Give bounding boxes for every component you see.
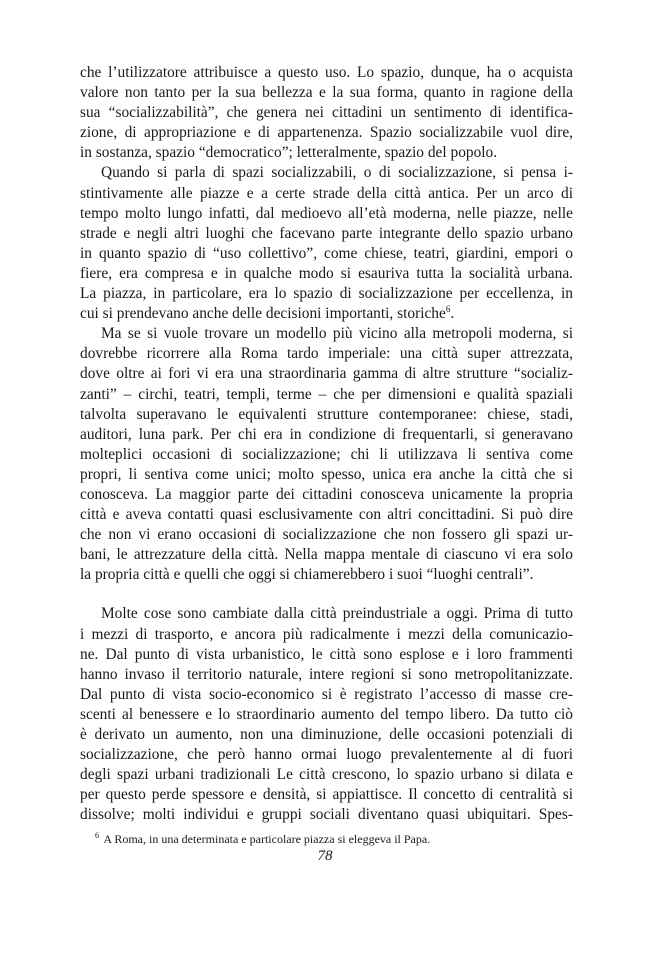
text-line [80,284,573,304]
text-line [80,344,573,364]
paragraph [80,63,573,163]
text-line-content: dove oltre ai fori vi era una straordinaria gamma di altre strutture “socializ- [80,365,573,383]
text-line-content: hanno invaso il territorio naturale, intere regioni si sono metropolitanizzate. [80,665,573,683]
footnote-mark: 6 [95,831,99,840]
text-line [80,545,573,565]
text-line [80,425,573,445]
footnote-reference[interactable]: 6 [445,304,451,315]
text-line-content: degli spazi urbani tradizionali Le città crescono, lo spazio urbano si dilata e [80,766,573,784]
footnote-text: A Roma, in una determinata e particolare piazza si eleggeva il Papa. [103,832,431,846]
text-line [80,63,573,83]
text-line-content: Dal punto di vista socio-economico si è registrato l’accesso di masse cre- [80,685,573,703]
text-line-content: la propria città e quelli che oggi si chiamerebbero i suoi “luoghi centrali”. [80,566,534,584]
text-line [80,103,573,123]
text-line-content: socializzazione, che però hanno ormai luogo prevalentemente al di fuori [80,746,573,764]
text-line [80,604,573,624]
text-line-content: zione, di appropriazione e di appartenenza. Spazio socializzabile vuol dire, [80,124,573,142]
text-line [80,184,573,204]
page-body [80,63,573,825]
text-line [80,665,573,685]
text-line-content: strade e negli altri luoghi che facevano parte integrante dello spazio urbano [80,224,573,242]
text-line-content: talvolta superavano le equivalenti strutture contemporanee: chiese, stadi, [80,405,573,423]
text-line-content: auditori, luna park. Per chi era in condizione di frequentarli, si generavano [80,425,573,443]
text-line-content: in sostanza, spazio “democratico”; letteralmente, spazio del popolo. [80,144,498,162]
text-line-content: zanti” – circhi, teatri, templi, terme – che per dimensioni e qualità spaziali [80,385,573,403]
paragraph [80,324,573,585]
text-line-content: tempo molto lungo infatti, dal medioevo all’età moderna, nelle piazze, nelle [80,204,573,222]
text-line-content: che l’utilizzatore attribuisce a questo uso. Lo spazio, dunque, ha o acquista [80,64,573,81]
text-line [80,304,573,324]
text-line-content: i mezzi di trasporto, e ancora più radicalmente i mezzi della comunicazio- [80,625,573,643]
text-line-content: scenti al benessere e lo straordinario aumento del tempo libero. Da tutto ciò [80,705,573,723]
paragraph-gap [80,585,573,604]
text-line [80,204,573,224]
text-line-content: cui si prendevano anche delle decisioni importanti, storiche [80,305,446,323]
text-line-content: molteplici occasioni di socializzazione; chi li utilizzava li sentiva come [80,445,573,463]
text-line [80,465,573,485]
text-line [80,645,573,665]
text-line-content: La piazza, in particolare, era lo spazio di socializzazione per eccellenza, in [80,285,573,303]
text-line-content: Quando si parla di spazi socializzabili, o di socializzazione, si pensa i- [101,164,573,182]
text-line-content: dovrebbe ricorrere alla Roma tardo imperiale: una città super attrezzata, [80,345,573,363]
text-line [80,364,573,384]
text-line [80,244,573,264]
text-line-content: ne. Dal punto di vista urbanistico, le città sono esplose e i loro frammenti [80,645,573,663]
text-line-content: stintivamente alle piazze e a certe strade della città antica. Per un arco di [80,184,573,202]
text-line [80,405,573,425]
text-line [80,685,573,705]
paragraph [80,163,573,324]
page-number: 78 [317,848,333,864]
text-line [80,445,573,465]
text-line [80,264,573,284]
text-line-content: Ma se si vuole trovare un modello più vicino alla metropoli moderna, si [101,325,573,343]
text-line [80,143,573,163]
text-line [80,83,573,103]
text-line [80,745,573,765]
text-line-content: che non vi erano occasioni di socializzazione che non fossero gli spazi ur- [80,526,573,544]
text-line-content: per questo perde spessore e densità, si appiattisce. Il concetto di centralità si [80,786,573,804]
text-line-content: Molte cose sono cambiate dalla città preindustriale a oggi. Prima di tutto [101,605,573,623]
text-line-content: valore non tanto per la sua bellezza e la sua forma, quanto in ragione della [80,84,573,102]
text-line [80,224,573,244]
text-line-content: dissolve; molti individui e gruppi sociali diventano quasi ubiquitari. Spes- [80,806,573,824]
sentence-end: . [450,305,455,323]
text-line [80,805,573,825]
text-line-content: è derivato un aumento, non una diminuzione, delle occasioni potenziali di [80,726,573,743]
text-line-content: bani, le attrezzature della città. Nella mappa mentale di ciascuno vi era solo [80,546,573,564]
text-line-content: conosceva. La maggior parte dei cittadini conosceva unicamente la propria [80,485,573,503]
text-line-content: fiere, era compresa e in qualche modo si esauriva tutta la socialità urbana. [80,264,573,282]
text-line [80,625,573,645]
text-line [80,385,573,405]
text-line [80,505,573,525]
text-line-content: propri, li sentiva come unici; molto spesso, unica era anche la città che si [80,465,573,483]
text-line [80,324,573,344]
text-line [80,163,573,183]
text-line [80,705,573,725]
text-line-content: sua “socializzabilità”, che genera nei cittadini un sentimento di identifica- [80,104,573,122]
text-line [80,765,573,785]
text-line-content: in quanto spazio di “uso collettivo”, come chiese, teatri, giardini, empori o [80,244,573,262]
footnote [95,832,430,846]
text-line [80,725,573,745]
paragraph [80,604,573,825]
text-line [80,525,573,545]
text-line [80,785,573,805]
text-line [80,485,573,505]
text-line [80,565,573,585]
text-line [80,123,573,143]
text-line-content: città e aveva contatti quasi esclusivamente con altri concittadini. Si può dire [80,506,573,524]
